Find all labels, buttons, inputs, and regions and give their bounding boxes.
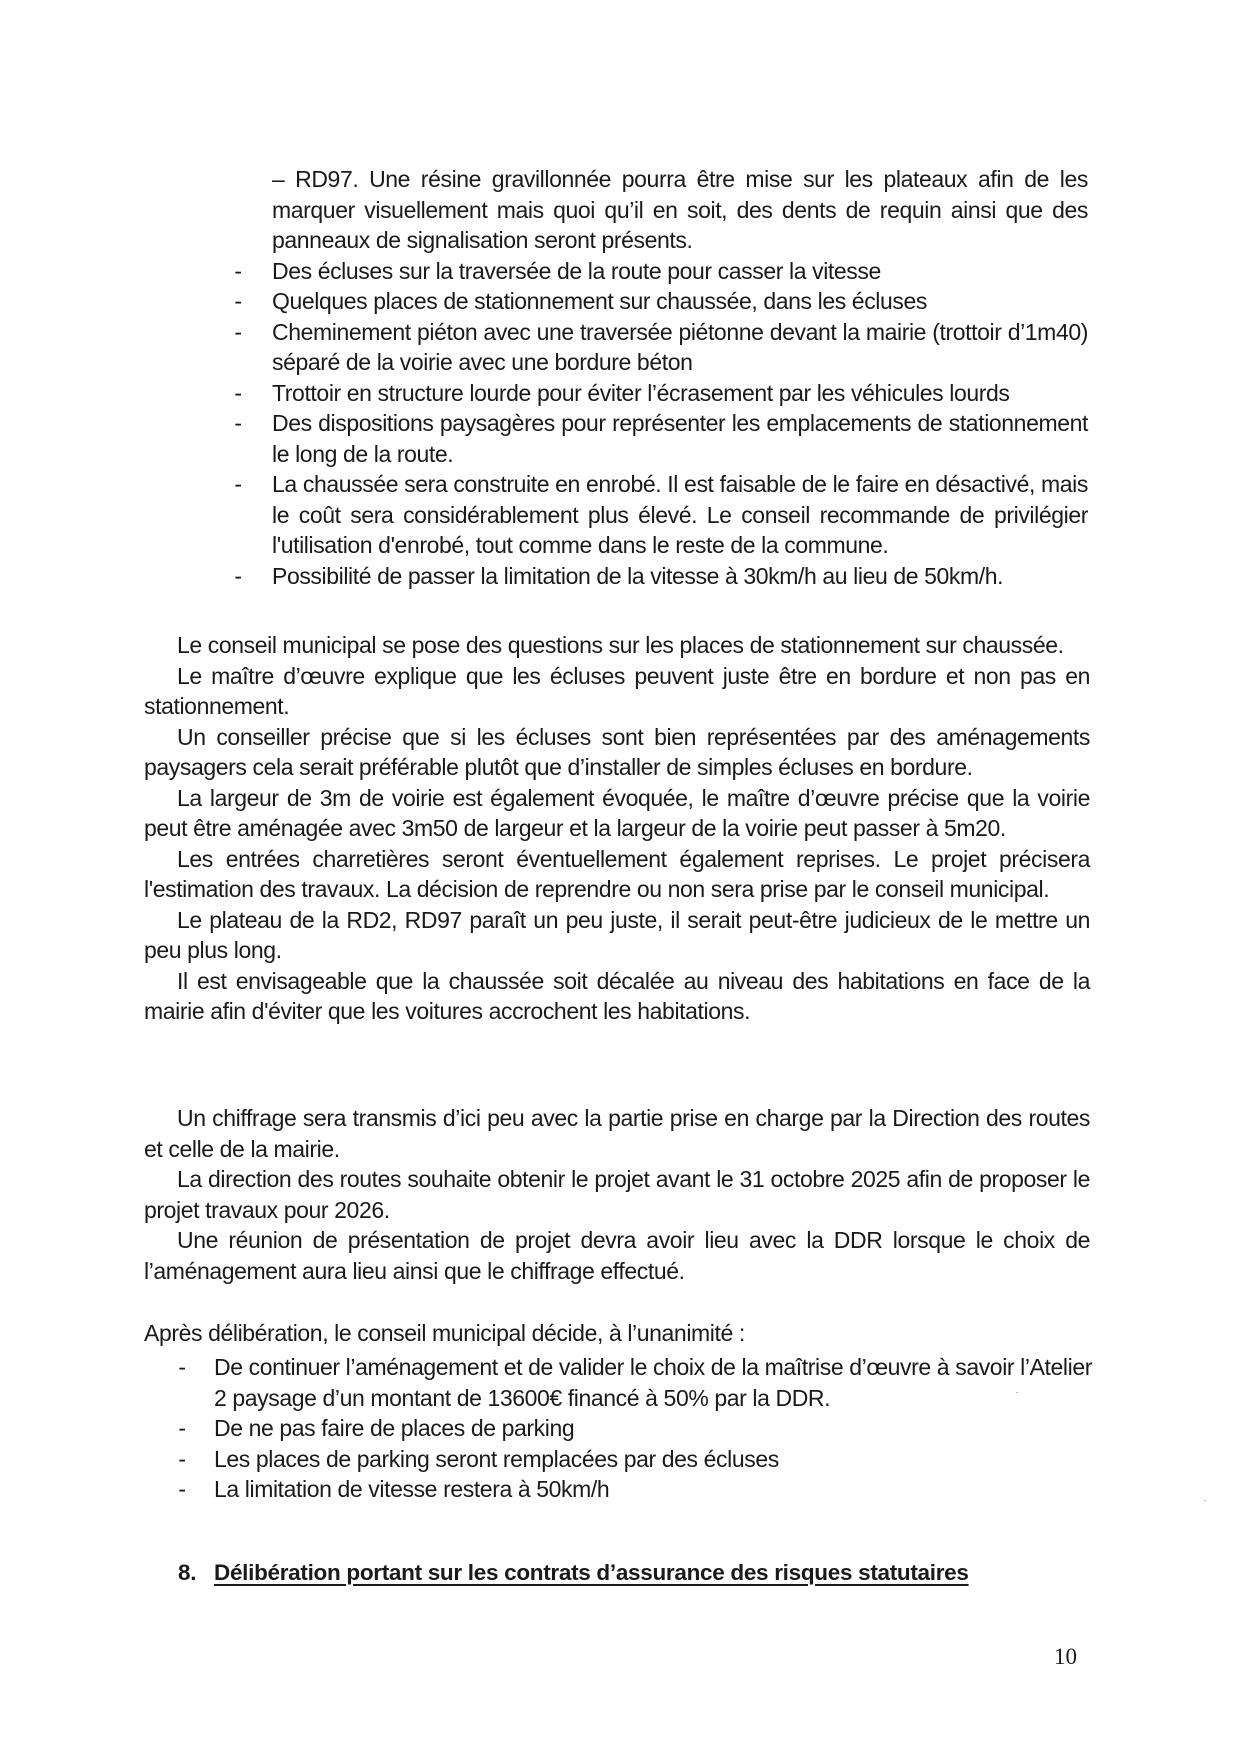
paragraph-text: Le conseil municipal se pose des questions sur les places de stationnement sur chaussée. (177, 632, 1064, 658)
list-item (228, 317, 1088, 378)
decision-list (172, 1352, 1092, 1505)
scan-artifact (1016, 1392, 1018, 1393)
continued-list-item (228, 164, 1088, 256)
bullet-dash: - (234, 318, 242, 345)
paragraph (144, 966, 1090, 1027)
continued-item-text: – RD97. Une résine gravillonnée pourra être mise sur les plateaux afin de les marquer visuellement mais quoi qu’il en soit, des dents de requin ainsi que des panneaux de signalisation seront présents. (272, 166, 1088, 253)
list-item-text: Trottoir en structure lourde pour éviter l’écrasement par les véhicules lourds (272, 379, 1010, 406)
list-item-text: De ne pas faire de places de parking (214, 1415, 575, 1441)
bullet-dash: - (234, 288, 242, 314)
paragraph (144, 1103, 1090, 1164)
bullet-dash: - (234, 257, 242, 284)
paragraph-text: Un conseiller précise que si les écluses sont bien représentées par des aménagements paysagers cela serait préférable plutôt que d’installer de simples écluses en bordure. (144, 723, 1090, 780)
bullet-dash: - (178, 1445, 186, 1472)
paragraph-text: Un chiffrage sera transmis d’ici peu avec la partie prise en charge par la Direction des routes et celle de la mairie. (144, 1105, 1090, 1162)
list-item (172, 1444, 1092, 1475)
list-item-text: Les places de parking seront remplacées par des écluses (214, 1445, 779, 1472)
section-title: Délibération portant sur les contrats d’assurance des risques statutaires (214, 1560, 969, 1585)
paragraph (144, 1225, 1090, 1286)
decision-intro-text: Après délibération, le conseil municipal décide, à l’unanimité : (144, 1320, 745, 1346)
followup-section (144, 1103, 1090, 1286)
paragraph-text: Le maître d’œuvre explique que les écluses peuvent juste être en bordure et non pas en stationnement. (144, 662, 1090, 719)
list-item-text: Cheminement piéton avec une traversée piétonne devant la mairie (trottoir d’1m40) séparé de la voirie avec une bordure béton (272, 318, 1088, 375)
paragraph-text: Il est envisageable que la chaussée soit décalée au niveau des habitations en face de la mairie afin d'éviter que les voitures accrochent les habitations. (144, 967, 1090, 1024)
list-item-text: La limitation de vitesse restera à 50km/h (214, 1476, 610, 1502)
paragraph (144, 661, 1090, 722)
list-item (172, 1413, 1092, 1444)
bullet-dash: - (234, 471, 242, 497)
paragraph-text: La direction des routes souhaite obtenir le projet avant le 31 octobre 2025 afin de proposer le projet travaux pour 2026. (144, 1166, 1090, 1223)
paragraph (144, 722, 1090, 783)
list-item (228, 378, 1088, 409)
decision-intro (144, 1318, 1090, 1349)
scan-artifact (1204, 1500, 1206, 1501)
paragraph-text: Les entrées charretières seront éventuellement également reprises. Le projet précisera l'estimation des travaux. La décision de reprendre ou non sera prise par le conseil municipal. (144, 845, 1090, 902)
paragraph (144, 1164, 1090, 1225)
list-item (228, 286, 1088, 317)
list-item (172, 1352, 1092, 1413)
list-item-text: Des écluses sur la traversée de la route pour casser la vitesse (272, 257, 881, 284)
section-heading (178, 1560, 969, 1586)
bullet-dash: - (234, 410, 242, 436)
list-item-text: Quelques places de stationnement sur chaussée, dans les écluses (272, 288, 927, 314)
paragraph (144, 630, 1090, 661)
bullet-dash: - (178, 1354, 186, 1380)
paragraph (144, 783, 1090, 844)
paragraph-text: La largeur de 3m de voirie est également évoquée, le maître d’œuvre précise que la voirie peut être aménagée avec 3m50 de largeur et la largeur de la voirie peut passer à 5m20. (144, 784, 1090, 841)
list-item (228, 469, 1088, 561)
project-features-list (228, 164, 1088, 591)
list-item (172, 1474, 1092, 1505)
paragraph (144, 905, 1090, 966)
bullet-dash: - (234, 562, 242, 589)
list-item-text: Possibilité de passer la limitation de la vitesse à 30km/h au lieu de 50km/h. (272, 562, 1004, 589)
list-item (228, 561, 1088, 592)
list-item-text: La chaussée sera construite en enrobé. Il est faisable de le faire en désactivé, mais le coût sera considérablement plus élevé. Le conseil recommande de privilégier l'utilisation d'enrobé, tout comme dans le reste de la commune. (272, 471, 1088, 558)
paragraph-text: Le plateau de la RD2, RD97 paraît un peu juste, il serait peut-être judicieux de le mettre un peu plus long. (144, 906, 1090, 963)
bullet-dash: - (234, 379, 242, 406)
page-number: 10 (1054, 1644, 1077, 1669)
bullet-dash: - (178, 1476, 186, 1502)
list-item-text: Des dispositions paysagères pour représenter les emplacements de stationnement le long de la route. (272, 410, 1088, 467)
discussion-section (144, 630, 1090, 1027)
section-number: 8. (178, 1560, 197, 1585)
list-item-text: De continuer l’aménagement et de valider le choix de la maîtrise d’œuvre à savoir l’Atelier 2 paysage d’un montant de 13600€ financé à 50% par la DDR. (214, 1354, 1092, 1411)
list-item (228, 256, 1088, 287)
list-item (228, 408, 1088, 469)
paragraph (144, 844, 1090, 905)
bullet-dash: - (178, 1415, 186, 1441)
paragraph-text: Une réunion de présentation de projet devra avoir lieu avec la DDR lorsque le choix de l’aménagement aura lieu ainsi que le chiffrage effectué. (144, 1227, 1090, 1284)
